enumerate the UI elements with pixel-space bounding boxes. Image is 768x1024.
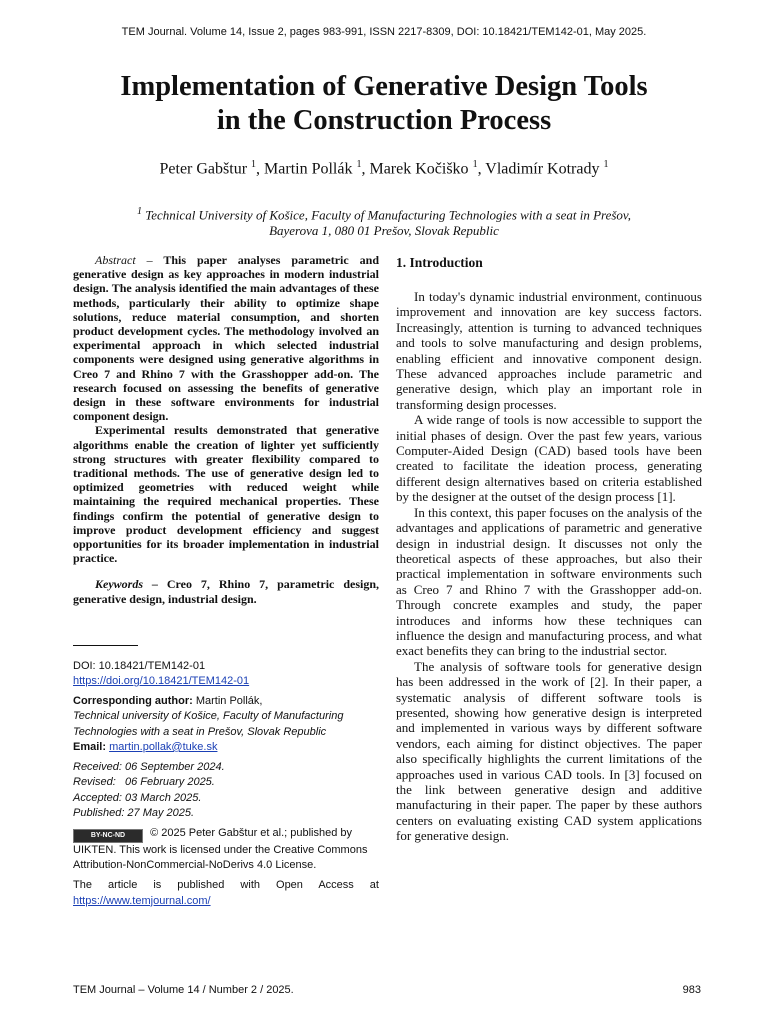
doi-link[interactable]: https://doi.org/10.18421/TEM142-01 <box>73 675 250 688</box>
corresponding-label: Corresponding author: <box>73 695 193 708</box>
running-header: TEM Journal. Volume 14, Issue 2, pages 983-991, ISSN 2217-8309, DOI: 10.18421/TEM142-01, May 2025. <box>121 26 647 38</box>
author-name: Vladimír Kotrady <box>485 160 600 178</box>
author-name: Marek Kočiško <box>369 160 469 178</box>
keywords <box>73 577 379 605</box>
email-label: Email: <box>73 740 107 753</box>
doi-line: DOI: 10.18421/TEM142-01 <box>73 659 206 672</box>
author-separator: , <box>477 160 486 178</box>
keywords-text: Creo 7, Rhino 7, parametric design, generative design, industrial design. <box>73 577 379 606</box>
license-statement <box>73 826 379 873</box>
right-column <box>396 255 702 844</box>
author-affil-mark: 1 <box>472 159 478 170</box>
author-name: Martin Pollák <box>264 160 353 178</box>
email-line <box>73 740 379 755</box>
footnote-divider <box>73 645 138 646</box>
body-paragraph: In today's dynamic industrial environment, continuous improvement and innovation are key success factors. Increasingly, attention is turning to advanced techniques and tools to solve manufacturing and design problems, enabling efficient and innovative component design. These advanced approaches include parametric and generative design, which play an important role in transforming design processes. <box>396 289 702 412</box>
cc-license-badge-icon: BY-NC-ND <box>73 829 143 843</box>
author-affil-mark: 1 <box>251 159 257 170</box>
title-line-1: Implementation of Generative Design Tools <box>120 71 648 102</box>
email-link[interactable]: martin.pollak@tuke.sk <box>109 740 218 753</box>
keywords-label: Keywords – <box>95 577 158 592</box>
revised-date: Revised: 06 February 2025. <box>73 776 215 789</box>
body-paragraph: The analysis of software tools for generative design has been addressed in the work of [2]. In their paper, a systematic analysis of different software tools is presented, showing how generative design is interpreted and implemented in various ways by different software vendors, each aiming for distinct objectives. The paper also specifically highlights the current limitations of the approaches used in various CAD tools. In [3] focused on the link between generative design and additive manufacturing in their paper. The paper by these authors centers on evaluating existing CAD system applications for generative design. <box>396 658 702 844</box>
author-affil-mark: 1 <box>356 159 362 170</box>
page-number: 983 <box>682 984 701 996</box>
corresponding-name: Martin Pollák, <box>195 695 263 708</box>
paper-title <box>40 70 728 138</box>
abstract-label: Abstract – <box>95 253 153 267</box>
corresponding-author <box>73 694 379 709</box>
body-paragraph: In this context, this paper focuses on the analysis of the advantages and applications of parametric and generative design in industrial design. It discusses not only the theoretical aspects of these approaches, but also their practical implementation in software environments such as Creo 7 and Rhino 7 with the Grasshopper add-on. Through concrete examples and study, the paper introduces and informs how these techniques can influence the design and manufacturing process, and what exact benefits they can bring to the industrial sector. <box>396 504 702 659</box>
doi-link-line <box>73 674 379 689</box>
author-name: Peter Gabštur <box>159 160 248 178</box>
open-access-text: The article is published with Open Access at <box>73 879 379 892</box>
body-paragraph: A wide range of tools is now accessible to support the initial phases of design. Over the past few years, various Computer-Aided Design (CAD) based tools have been created to facilitate the ideation process, generating different design alternatives based on criteria established by the designer at the outset of the design process [1]. <box>396 412 702 505</box>
abstract-paragraph-1 <box>73 253 379 423</box>
abstract-paragraph-2: Experimental results demonstrated that generative algorithms enable the creation of lighter yet sufficiently strong structures with greater flexibility compared to traditional methods. The use of generative design led to optimized geometries with reduced weight while maintaining the required mechanical properties. These findings confirm the potential of generative design to improve product development efficiency and suggest opportunities for its broader implementation in industrial practice. <box>73 423 379 566</box>
affiliation-line-1: Technical University of Košice, Faculty of Manufacturing Technologies with a seat in Prešov, <box>145 207 631 223</box>
open-access-statement <box>73 878 379 908</box>
abstract-text-1: This paper analyses parametric and generative design as key approaches in modern industrial design. The analysis identified the main advantages of these methods, particularly their ability to optimize shape solutions, reduce material consumption, and shorten product development cycles. The methodology involved an experimental approach in which selected industrial components were designed using generative algorithms in Creo 7 and Rhino 7 with the Grasshopper add-on. The research focused on assessing the benefits of generative design in these software environments for industrial component design. <box>73 253 379 424</box>
affiliation-mark: 1 <box>136 206 142 217</box>
accepted-date: Accepted: 03 March 2025. <box>73 791 202 804</box>
received-date: Received: 06 September 2024. <box>73 761 225 774</box>
section-heading-introduction: 1. Introduction <box>396 255 483 270</box>
author-list <box>0 159 768 178</box>
corresponding-affiliation: Technical university of Košice, Faculty of Manufacturing Technologies with a seat in Prešov, Slovak Republic <box>73 710 344 738</box>
published-date: Published: 27 May 2025. <box>73 806 195 819</box>
author-separator: , <box>256 160 265 178</box>
affiliation <box>0 204 768 239</box>
running-footer: TEM Journal – Volume 14 / Number 2 / 2025. <box>73 984 294 996</box>
journal-link[interactable]: https://www.temjournal.com/ <box>73 894 211 907</box>
left-column <box>73 253 379 909</box>
author-affil-mark: 1 <box>603 159 609 170</box>
affiliation-line-2: Bayerova 1, 080 01 Prešov, Slovak Republic <box>269 223 499 239</box>
title-line-2: in the Construction Process <box>216 105 552 136</box>
license-text: © 2025 Peter Gabštur et al.; published by UIKTEN. This work is licensed under the Creative Commons Attribution-NonCommercial-NoDerivs 4.0 License. <box>73 826 368 872</box>
author-separator: , <box>361 160 370 178</box>
